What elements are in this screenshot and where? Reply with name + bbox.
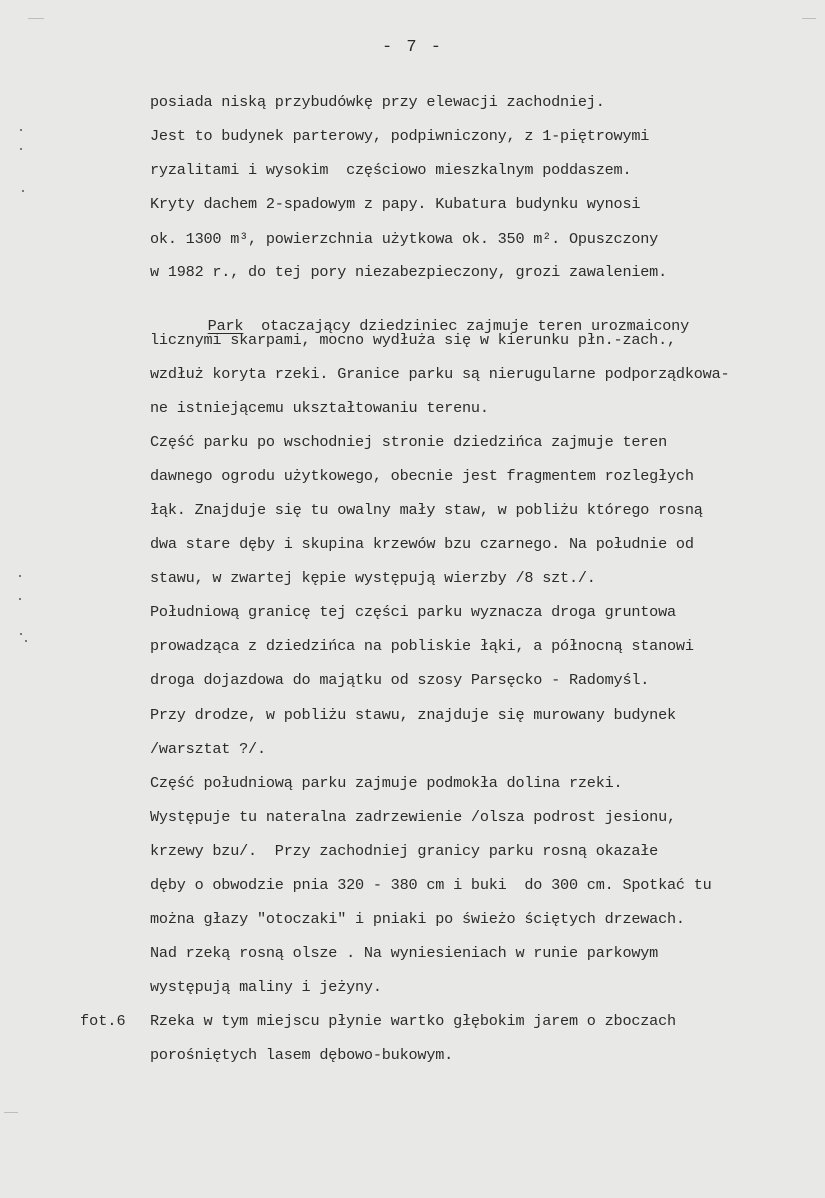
text-line: otaczający dziedziniec zajmuje teren urozmaicony <box>261 317 690 335</box>
scan-speck <box>20 129 22 131</box>
text-line: droga dojazdowa do majątku od szosy Parsęcko - Radomyśl. <box>150 671 650 689</box>
text-line: prowadząca z dziedzińca na pobliskie łąki, a północną stanowi <box>150 637 694 655</box>
text-line: Nad rzeką rosną olsze . Na wyniesieniach w runie parkowym <box>150 944 659 962</box>
text-line: krzewy bzu/. Przy zachodniej granicy parku rosną okazałe <box>150 842 659 860</box>
text-line: Jest to budynek parterowy, podpiwniczony, z 1-piętrowymi <box>150 127 650 145</box>
text-line: Występuje tu nateralna zadrzewienie /olsza podrost jesionu, <box>150 808 676 826</box>
text-line: wzdłuż koryta rzeki. Granice parku są nierugularne podporządkowa- <box>150 365 730 383</box>
text-line: łąk. Znajduje się tu owalny mały staw, w pobliżu którego rosną <box>150 501 703 519</box>
text-line: dwa stare dęby i skupina krzewów bzu czarnego. Na południe od <box>150 535 694 553</box>
text-line: występują maliny i jeżyny. <box>150 978 382 996</box>
text-line: można głazy "otoczaki" i pniaki po świeżo ściętych drzewach. <box>150 910 685 928</box>
text-line: dęby o obwodzie pnia 320 - 380 cm i buki do 300 cm. Spotkać tu <box>150 876 712 894</box>
text-line: stawu, w zwartej kępie występują wierzby /8 szt./. <box>150 569 596 587</box>
text-line: Rzeka w tym miejscu płynie wartko głębokim jarem o zboczach <box>150 1012 676 1030</box>
scan-speck <box>19 575 21 577</box>
text-line: dawnego ogrodu użytkowego, obecnie jest fragmentem rozległych <box>150 467 694 485</box>
scan-speck <box>22 190 24 192</box>
photo-reference: fot.6 <box>80 1012 126 1030</box>
text-line: w 1982 r., do tej pory niezabezpieczony, grozi zawaleniem. <box>150 263 668 281</box>
text-line: Część południową parku zajmuje podmokła dolina rzeki. <box>150 774 623 792</box>
text-line: Południową granicę tej części parku wyznacza droga gruntowa <box>150 603 676 621</box>
scan-speck <box>20 633 22 635</box>
text-line: porośniętych lasem dębowo-bukowym. <box>150 1046 454 1064</box>
park-label: Park <box>207 317 244 335</box>
text-line: Przy drodze, w pobliżu stawu, znajduje się murowany budynek <box>150 706 676 724</box>
scan-speck <box>20 148 22 150</box>
scan-speck <box>19 598 21 600</box>
scan-mark <box>4 1112 18 1113</box>
text-line: ryzalitami i wysokim częściowo mieszkalnym poddaszem. <box>150 161 632 179</box>
scan-mark <box>28 18 44 19</box>
page-number: - 7 - <box>381 38 443 57</box>
text-line: Kryty dachem 2-spadowym z papy. Kubatura budynku wynosi <box>150 195 641 213</box>
text-line: ne istniejącemu ukształtowaniu terenu. <box>150 399 489 417</box>
text-line: posiada niską przybudówkę przy elewacji zachodniej. <box>150 93 605 111</box>
scan-speck <box>25 640 27 642</box>
text-line: licznymi skarpami, mocno wydłuża się w kierunku płn.-zach., <box>150 331 676 349</box>
text-line: Część parku po wschodniej stronie dziedzińca zajmuje teren <box>150 433 668 451</box>
text-line: /warsztat ?/. <box>150 740 266 758</box>
scan-mark <box>802 18 816 19</box>
text-line: ok. 1300 m³, powierzchnia użytkowa ok. 350 m². Opuszczony <box>150 230 659 248</box>
